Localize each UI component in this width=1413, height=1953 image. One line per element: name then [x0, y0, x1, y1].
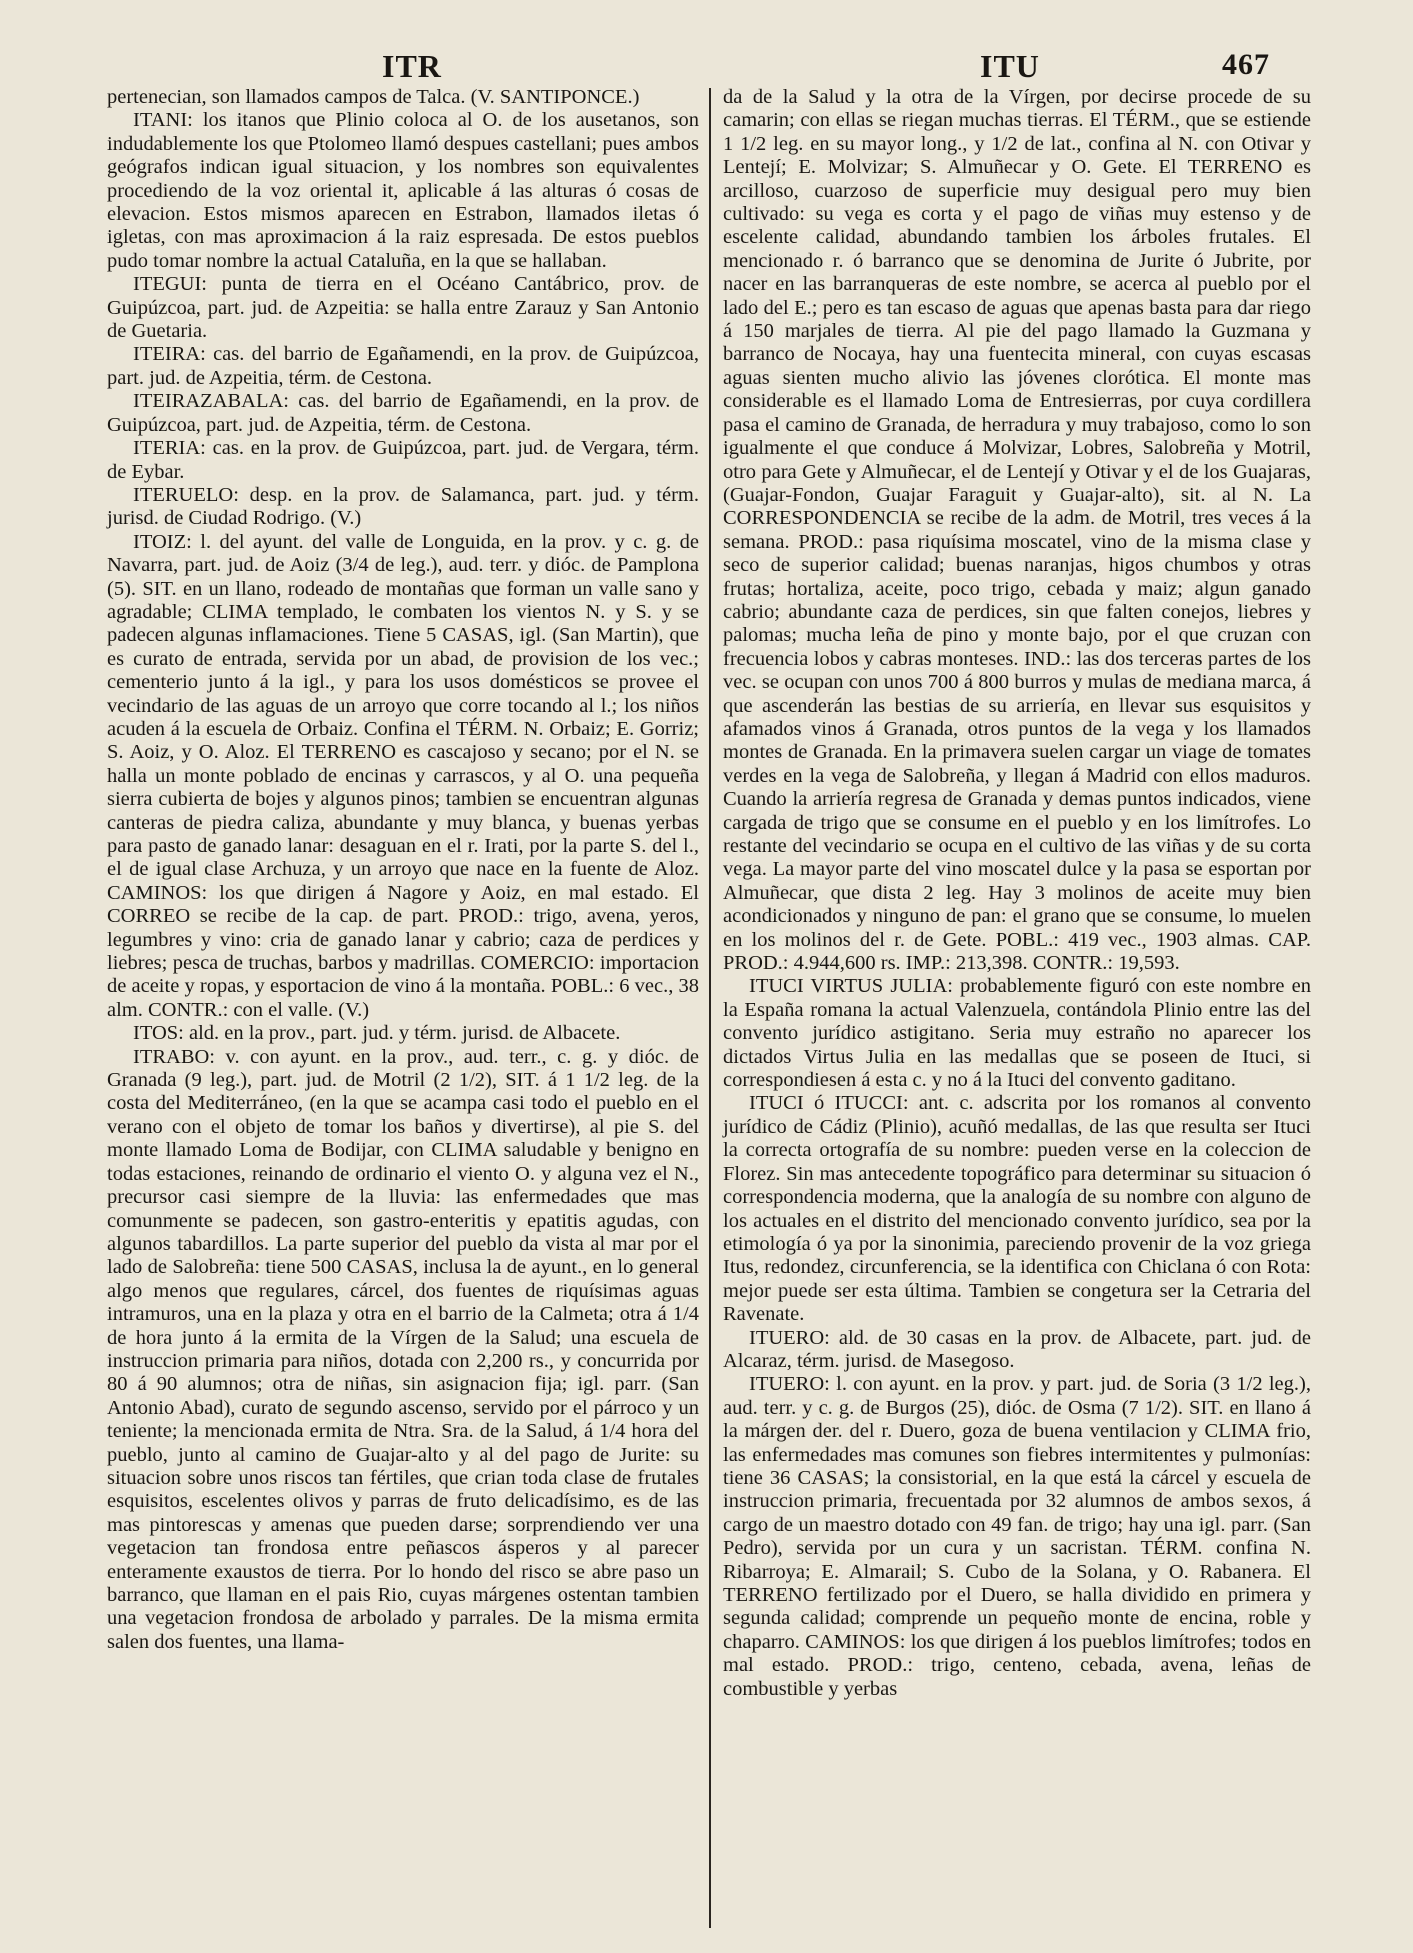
entry-itos: ITOS: ald. en la prov., part. jud. y térm. jurisd. de Albacete.: [133, 1022, 621, 1045]
running-head-left: ITR: [382, 48, 442, 84]
entry-itegui: ITEGUI: punta de tierra en el Océano Cantábrico, prov. de Guipúzcoa, part. jud. de Azpeitia: se halla entre Zarauz y San Antonio de Guetaria.: [107, 273, 699, 343]
entry-itani: ITANI: los itanos que Plinio coloca al O. de los ausetanos, son indudablemente los que Ptolomeo llamó despues castellani; pues ambos geógrafos indican igual situacion, y los nombres son equivalentes procediendo de la voz oriental it, aplicable á las alturas ó cosas de elevacion. Estos mismos aparecen en Estrabon, llamados iletas ó igletas, con mas aproximacion á la raiz espresada. De estos pueblos pudo tomar nombre la actual Cataluña, en la que se hallaban.: [107, 109, 699, 272]
entry-continuation: pertenecian, son llamados campos de Talca. (V. SANTIPONCE.): [107, 86, 640, 108]
entry-ituero-albacete: ITUERO: ald. de 30 casas en la prov. de Albacete, part. jud. de Alcaraz, térm. jurisd. de Masegoso.: [723, 1326, 1311, 1372]
entry-ituero-soria: ITUERO: l. con ayunt. en la prov. y part. jud. de Soria (3 1/2 leg.), aud. terr. y c. g. de Burgos (25), dióc. de Osma (7 1/2). SIT. en llano á la márgen der. del r. Duero, goza de buena ventilacion y CLIMA frio, las enfermedades mas comunes son fiebres intermitentes y pulmonías: tiene 36 CASAS; la consistorial, en la que está la cárcel y escuela de instruccion primaria, frecuentada por 32 alumnos de ambos sexos, á cargo de un maestro dotado con 49 fan. de trigo; hay una igl. parr. (San Pedro), servida por un cura y un sacristan. TÉRM. confina N. Ribarroya; E. Almarail; S. Cubo de la Solana, y O. Rabanera. El TERRENO fertilizado por el Duero, se halla dividido en primera y segunda calidad; comprende un pequeño monte de encina, roble y chaparro. CAMINOS: los que dirigen á los pueblos limítrofes; todos en mal estado. PROD.: trigo, centeno, cebada, avena, leñas de combustible y yerbas: [723, 1373, 1311, 1700]
running-head-right: ITU: [980, 48, 1040, 84]
entry-itoiz: ITOIZ: l. del ayunt. del valle de Longuida, en la prov. y c. g. de Navarra, part. jud. de Aoiz (3/4 de leg.), aud. terr. y dióc. de Pamplona (5). SIT. en un llano, rodeado de montañas que forman un valle sano y agradable; CLIMA templado, le combaten los vientos N. y S. y se padecen algunas inflamaciones. Tiene 5 CASAS, igl. (San Martin), que es curato de entrada, servida por un abad, de provision de los vec.; cementerio junto á la igl., y para los usos domésticos se provee el vecindario de las aguas de un arroyo que corre tocando al l.; los niños acuden á la escuela de Orbaiz. Confina el TÉRM. N. Orbaiz; E. Gorriz; S. Aoiz, y O. Aloz. El TERRENO es cascajoso y secano; por el N. se halla un monte poblado de encinas y carrascos, y al O. una pequeña sierra cubierta de bojes y algunos pinos; tambien se encuentran algunas canteras de piedra caliza, abundante y muy blanca, y buenas yerbas para pasto de ganado lanar: desaguan en el r. Irati, por la parte S. del l., el de igual clase Archuza, y un arroyo que nace en la fuente de Aloz. CAMINOS: los que dirigen á Nagore y Aoiz, en mal estado. El CORREO se recibe de la cap. de part. PROD.: trigo, avena, yeros, legumbres y vino: cria de ganado lanar y cabrio; caza de perdices y liebres; pesca de truchas, barbos y madrillas. COMERCIO: importacion de aceite y ropas, y esportacion de vino á la montaña. POBL.: 6 vec., 38 alm. CONTR.: con el valle. (V.): [107, 530, 699, 1021]
entry-iteruelo: ITERUELO: desp. en la prov. de Salamanca, part. jud. y térm. jurisd. de Ciudad Rodrigo. (V.): [107, 483, 699, 530]
entry-ituci-virtus-julia: ITUCI VIRTUS JULIA: probablemente figuró con este nombre en la España romana la actual Valenzuela, contándola Plinio entre las del convento jurídico astigitano. Seria muy estraño no aparecer los dictados Virtus Julia en las medallas que se poseen de Ituci, si correspondiesen á esta c. y no á la Ituci del convento gaditano.: [723, 975, 1311, 1092]
left-column: [107, 86, 699, 1654]
right-column: [723, 86, 1311, 1701]
entry-ituci-itucci: ITUCI ó ITUCCI: ant. c. adscrita por los romanos al convento jurídico de Cádiz (Plinio), acuñó medallas, de las que resulta ser Ituci la correcta ortografía de su nombre: pueden verse en la coleccion de Florez. Sin mas antecedente topográfico para determinar su situacion ó correspondencia moderna, que la analogía de su nombre con alguno de los actuales en el distrito del mencionado convento jurídico, sea por la etimología ó ya por la sinonimia, pareciendo provenir de la voz griega Itus, redondez, circunferencia, se la identifica con Chiclana ó con Rota: mejor puede ser esta última. Tambien se congetura ser la Cetraria del Ravenate.: [723, 1092, 1311, 1326]
page-number: 467: [1222, 48, 1270, 81]
entry-itrabo-continuation: da de la Salud y la otra de la Vírgen, por decirse procede de su camarin; con ellas se riegan muchas tierras. El TÉRM., que se estiende 1 1/2 leg. en su mayor long., y 1/2 de lat., confina al N. con Otivar y Lentejí; E. Molvizar; S. Almuñecar y O. Gete. El TERRENO es arcilloso, cuarzoso de superficie muy desigual pero muy bien cultivado: su vega es corta y el pago de viñas muy estenso y de escelente calidad, abundando tambien los árboles frutales. El mencionado r. ó barranco que se denomina de Jurite ó Jubrite, por nacer en las barranqueras de este nombre, se acerca al pueblo por el lado del E.; pero es tan escaso de aguas que apenas basta para dar riego á 150 marjales de tierra. Al pie del pago llamado la Guzmana y barranco de Nocaya, hay una fuentecita mineral, con cuyas escasas aguas sienten mucho alivio las jóvenes clorótica. El monte mas considerable es el llamado Loma de Entresierras, por cuya cordillera pasa el camino de Granada, de herradura y muy trabajoso, como lo son igualmente el que conduce á Molvizar, Lobres, Salobreña y Motril, otro para Gete y Almuñecar, el de Lentejí y Otivar y el de los Guajaras, (Guajar-Fondon, Guajar Faraguit y Guajar-alto), sit. al N. La CORRESPONDENCIA se recibe de la adm. de Motril, tres veces á la semana. PROD.: pasa riquísima moscatel, vino de la misma clase y seco de superior calidad; buenas naranjas, higos chumbos y otras frutas; hortaliza, aceite, poco trigo, cebada y maiz; algun ganado cabrio; abundante caza de perdices, sin que falten conejos, liebres y palomas; mucha leña de pino y monte bajo, por el que cruzan con frecuencia lobos y cabras monteses. IND.: las dos terceras partes de los vec. se ocupan con unos 700 á 800 burros y mulas de mediana marca, á que ascenderán las bestias de su arriería, en llevar sus esquisitos y afamados vinos á Granada, otros puntos de la vega y los llamados montes de Granada. En la primavera suelen cargar un viage de tomates verdes en la vega de Salobreña, y llegan á Madrid con ellos maduros. Cuando la arriería regresa de Granada y demas puntos indicados, viene cargada de trigo que se consume en el pueblo y en los limítrofes. Lo restante del vecindario se ocupa en el cultivo de las viñas y de su corta vega. La mayor parte del vino moscatel dulce y la pasa se esportan por Almuñecar, que dista 2 leg. Hay 3 molinos de aceite muy bien acondicionados y ninguno de pan: el grano que se consume, lo muelen en los molinos del r. de Gete. POBL.: 419 vec., 1903 almas. CAP. PROD.: 4.944,600 rs. IMP.: 213,398. CONTR.: 19,593.: [723, 86, 1311, 975]
entry-iteirazabala: ITEIRAZABALA: cas. del barrio de Egañamendi, en la prov. de Guipúzcoa, part. jud. de Azpeitia, térm. de Cestona.: [107, 390, 699, 436]
column-divider: [709, 88, 711, 1928]
entry-iteria: ITERIA: cas. en la prov. de Guipúzcoa, part. jud. de Vergara, térm. de Eybar.: [107, 437, 699, 483]
entry-itrabo: ITRABO: v. con ayunt. en la prov., aud. terr., c. g. y dióc. de Granada (9 leg.), part. jud. de Motril (2 1/2), SIT. á 1 1/2 leg. de la costa del Mediterráneo, (en la que se acampa casi todo el pueblo en el verano con el objeto de tomar los baños y divertirse), al pie S. del monte llamado Loma de Bodijar, con CLIMA saludable y benigno en todas estaciones, reinando de ordinario el viento O. y alguna vez el N., precursor casi siempre de la lluvia: las enfermedades que mas comunmente se padecen, son gastro-enteritis y epatitis agudas, con algunos tabardillos. La parte superior del pueblo da vista al mar por el lado de Salobreña: tiene 500 CASAS, inclusa la de ayunt., en lo general algo menos que regulares, cárcel, dos fuentes de riquísimas aguas intramuros, una en la plaza y otra en el barrio de la Calmeta; otra á 1/4 de hora junto á la ermita de la Vírgen de la Salud; una escuela de instruccion primaria para niños, dotada con 2,200 rs., y concurrida por 80 á 90 alumnos; otra de niñas, sin asignacion fija; igl. parr. (San Antonio Abad), curato de segundo ascenso, servido por el párroco y un teniente; la mencionada ermita de Ntra. Sra. de la Salud, á 1/4 hora del pueblo, junto al camino de Guajar-alto y al del pago de Jurite: su situacion sobre unos riscos tan fértiles, que crian toda clase de frutales esquisitos, escelentes olivos y parras de fruto delicadísimo, es de las mas pintorescas y amenas que pueden darse; sorprendiendo ver una vegetacion tan frondosa entre peñascos ásperos y al parecer enteramente exaustos de tierra. Por lo hondo del risco se abre paso un barranco, que llaman en el pais Rio, cuyas márgenes ostentan tambien una vegetacion frondosa de arbolado y parrales. De la misma ermita salen dos fuentes, una llama-: [107, 1045, 699, 1653]
entry-iteira: ITEIRA: cas. del barrio de Egañamendi, en la prov. de Guipúzcoa, part. jud. de Azpeitia, térm. de Cestona.: [107, 343, 699, 389]
